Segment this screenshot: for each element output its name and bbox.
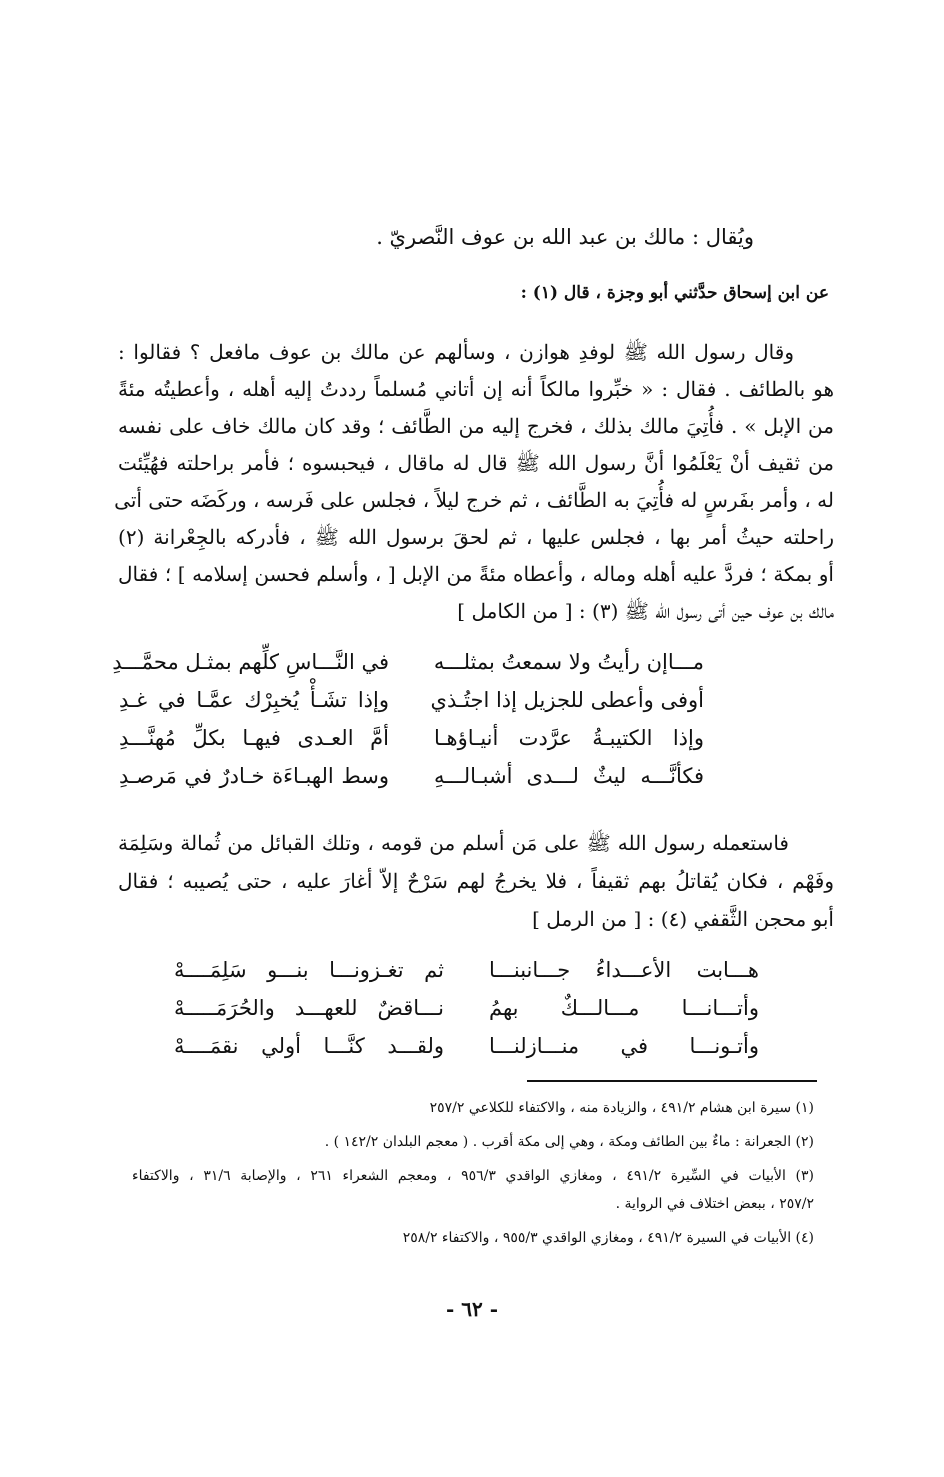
poem-verse (169, 958, 759, 996)
footnote-divider (527, 1080, 817, 1082)
poem-ramal (169, 958, 759, 1072)
poem-hemistich-left: أمَّ العـدى فيهـا بكلِّ مُهنَّـــدِ (119, 726, 389, 750)
paragraph-line: مالك بن عوف حين أتى رسول الله ﷺ (٣) : [ من الكامل ] (457, 599, 834, 623)
poem-kamil (114, 650, 704, 802)
poem-verse (114, 764, 704, 802)
poem-hemistich-right: وأتـونـــا في منـــازلنـــا (489, 1034, 759, 1058)
poem-hemistich-left: في النَّـــاسِ كلِّهم بمثـل محمَّـــدِ (112, 650, 389, 674)
poem-hemistich-left: نـــاقضٌ للعهـــد والحُرَمَـــــهْ (174, 996, 444, 1020)
paragraph-line: فاستعمله رسول الله ﷺ على مَن أسلم من قومه ، وتلك القبائل من ثُمالة وسَلِمَة (118, 831, 789, 855)
poem-verse (114, 650, 704, 688)
paragraph-line: وفَهْم ، فكان يُقاتلُ بهم ثقيفاً ، فلا يخرجُ لهم سَرْحٌ إلاّ أغارَ عليه ، حتى يُصيبه ؛ فقال (118, 869, 834, 893)
paragraph-line: من الإبل » . فأُتِيَ مالك بذلك ، فخرج إليه من الطَّائف ؛ وقد كان مالك خاف على نفسه (118, 414, 834, 438)
paragraph-line: أبو محجن الثَّقفي (٤) : [ من الرمل ] (532, 907, 834, 931)
paragraph-line: له ، وأمر بفَرسٍ له فأُتِيَ به الطَّائف ، ثم خرج ليلاً ، فجلس على فَرسه ، وركَضَه حتى أتى (114, 488, 834, 512)
poem-verse (169, 1034, 759, 1072)
footnote-3: (٣) الأبيات في السِّيرة ٤٩١/٢ ، ومغازي الواقدي ٩٥٦/٣ ، ومعجم الشعراء ٢٦١ ، والإصابة ٣١/٦ ، والاكتفاء (132, 1168, 815, 1184)
poem-hemistich-left: وإذا تشَـأْ يُخبِرْك عمَّـا في غـدِ (119, 688, 389, 712)
poem-hemistich-right: أوفى وأعطى للجزيل إذا اجتُـذي (430, 688, 704, 712)
poem-hemistich-right: فكأنَّـــه ليثٌ لـــدى أشبـالـــهِ (434, 764, 704, 788)
poem-hemistich-left: ولقـــد كنَّـــا أولي نقمَــــهْ (174, 1034, 444, 1058)
paragraph-line: راحلته حيثُ أمر بها ، فجلس عليها ، ثم لحقَ برسول الله ﷺ ، فأدركه بالجِعْرانة (٢) (118, 525, 834, 549)
paragraph-line: هو بالطائف . فقال : « خبِّروا مالكاً أنه إن أتاني مُسلماً رددتُ إليه أهله ، وأعطيتُه مئةً (118, 377, 834, 401)
footnote-3-continued: ٢٥٧/٢ ، ببعض اختلاف في الرواية . (615, 1196, 814, 1212)
footnote-4: (٤) الأبيات في السيرة ٤٩١/٢ ، ومغازي الواقدي ٩٥٥/٣ ، والاكتفاء ٢٥٨/٢ (402, 1230, 814, 1246)
poem-verse (114, 726, 704, 764)
section-heading: عن ابن إسحاق حدَّثني أبو وجزة ، قال (١) : (520, 283, 829, 303)
poem-verse (169, 996, 759, 1034)
paragraph-line: وقال رسول الله ﷺ لوفدِ هوازن ، وسألهم عن مالك بن عوف مافعل ؟ فقالوا : (118, 340, 794, 364)
footnote-2: (٢) الجعرانة : ماءٌ بين الطائف ومكة ، وهي إلى مكة أقرب . ( معجم البلدان ١٤٢/٢ ) . (324, 1134, 814, 1150)
poem-hemistich-right: هـــابت الأعـــداءُ جـــانبنـــا (489, 958, 759, 982)
paragraph-line: أو بمكة ؛ فردَّ عليه أهله وماله ، وأعطاه مئةً من الإبل [ ، وأسلم فحسن إسلامه ] ؛ فقال (118, 562, 834, 586)
poem-hemistich-right: وأتـــانـــا مـــالـــكٌ بهمُ (489, 996, 759, 1020)
opening-line: ويُقال : مالك بن عبد الله بن عوف النَّصريّ . (376, 225, 754, 249)
poem-hemistich-right: وإذا الكتيبـةُ عرَّدت أنيـاؤهـا (434, 726, 704, 750)
poem-hemistich-right: مـــاإن رأيتُ ولا سمعتُ بمثلـــه (433, 650, 704, 674)
poem-verse (114, 688, 704, 726)
page-number: - ٦٢ - (445, 1297, 498, 1321)
footnote-1: (١) سيرة ابن هشام ٤٩١/٢ ، والزيادة منه ، والاكتفاء للكلاعي ٢٥٧/٢ (429, 1100, 814, 1116)
paragraph-line: من ثقيف أنْ يَعْلَمُوا أنَّ رسول الله ﷺ قال له ماقال ، فيحبسوه ؛ فأمر براحلته فهُيِّئت (118, 451, 834, 475)
poem-hemistich-left: وسط الهبـاءَة خـادرٌ في مَرصـدِ (119, 764, 389, 788)
poem-hemistich-left: ثم تغـزونـــا بنـــو سَلِمَــــهْ (174, 958, 444, 982)
